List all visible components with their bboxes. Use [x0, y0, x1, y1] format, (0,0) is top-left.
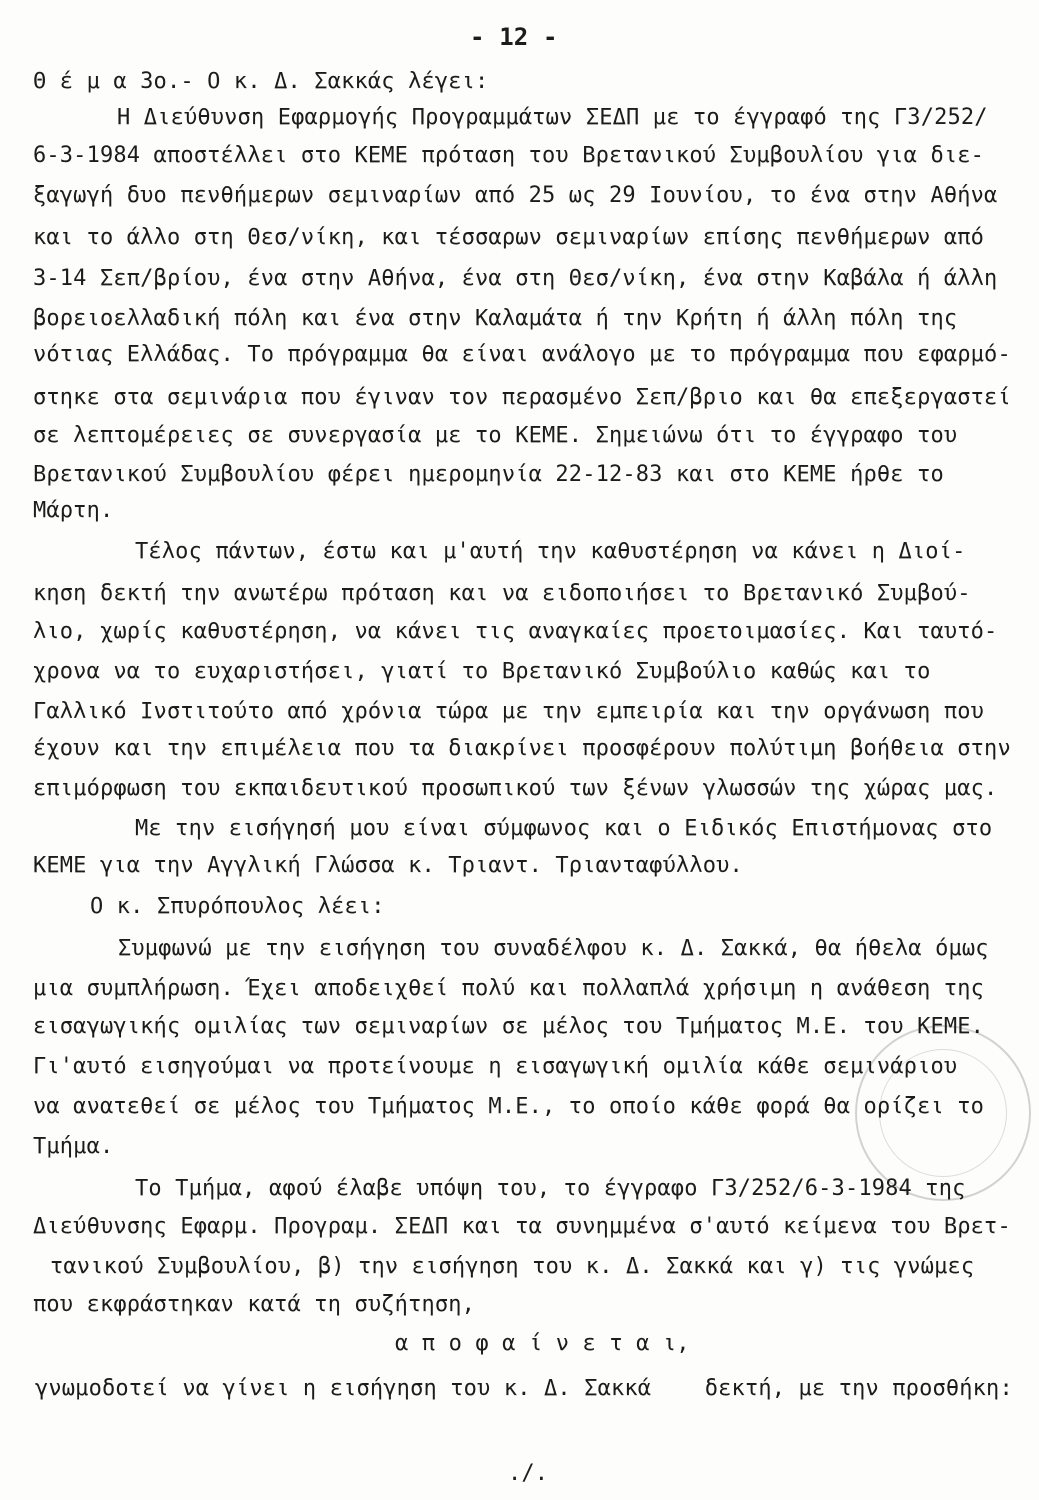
text-line: Τμήμα.	[33, 1134, 114, 1159]
text-line: να ανατεθεί σε μέλος του Τμήματος Μ.Ε., το οποίο κάθε φορά θα ορίζει το	[33, 1094, 985, 1119]
text-line: τανικού Συμβουλίου, β) την εισήγηση του κ. Δ. Σακκά και γ) τις γνώμες	[50, 1254, 975, 1279]
text-line: που εκφράστηκαν κατά τη συζήτηση,	[33, 1292, 476, 1317]
text-line: Διεύθυνσης Εφαρμ. Προγραμ. ΣΕΔΠ και τα συνημμένα σ'αυτό κείμενα του Βρετ-	[33, 1214, 1011, 1239]
text-line: στηκε στα σεμινάρια που έγιναν τον περασμένο Σεπ/βριο και θα επεξεργαστεί	[33, 385, 1011, 410]
text-line: Το Τμήμα, αφού έλαβε υπόψη του, το έγγραφο Γ3/252/6-3-1984 της	[135, 1176, 966, 1201]
text-line: Με την εισήγησή μου είναι σύμφωνος και ο Ειδικός Επιστήμονας στο	[135, 816, 993, 841]
speaker-intro: Ο κ. Σπυρόπουλος λέει:	[90, 894, 385, 919]
text-line: μια συμπλήρωση. Έχει αποδειχθεί πολύ και πολλαπλά χρήσιμη η ανάθεση της	[33, 976, 985, 1001]
text-line: Γαλλικό Ινστιτούτο από χρόνια τώρα με την εμπειρία και την οργάνωση που	[33, 699, 985, 724]
text-line: Η Διεύθυνση Εφαρμογής Προγραμμάτων ΣΕΔΠ με το έγγραφό της Γ3/252/	[117, 105, 988, 130]
text-line: Γι'αυτό εισηγούμαι να προτείνουμε η εισαγωγική ομιλία κάθε σεμινάριου	[33, 1054, 958, 1079]
text-line: έχουν και την επιμέλεια που τα διακρίνει προσφέρουν πολύτιμη βοήθεια στην	[33, 736, 1011, 761]
decision-verb: α π ο φ α ί ν ε τ α ι,	[395, 1331, 690, 1356]
text-line: βορειοελλαδική πόλη και ένα στην Καλαμάτα ή την Κρήτη ή άλλη πόλη της	[33, 306, 958, 331]
text-line: ξαγωγή δυο πενθήμερων σεμιναρίων από 25 ως 29 Ιουνίου, το ένα στην Αθήνα	[33, 183, 998, 208]
text-line: και το άλλο στη Θεσ/νίκη, και τέσσαρων σεμιναρίων επίσης πενθήμερων από	[33, 225, 985, 250]
decision-text: γνωμοδοτεί να γίνει η εισήγηση του κ. Δ. Σακκά δεκτή, με την προσθήκη:	[35, 1376, 1013, 1401]
continuation-mark: ./.	[508, 1461, 549, 1486]
text-line: Μάρτη.	[33, 498, 114, 523]
text-line: επιμόρφωση του εκπαιδευτικού προσωπικού των ξένων γλωσσών της χώρας μας.	[33, 776, 998, 801]
text-line: 6-3-1984 αποστέλλει στο ΚΕΜΕ πρόταση του Βρετανικού Συμβουλίου για διε-	[33, 143, 985, 168]
text-line: ΚΕΜΕ για την Αγγλική Γλώσσα κ. Τριαντ. Τριανταφύλλου.	[33, 853, 743, 878]
text-line: νότιας Ελλάδας. Το πρόγραμμα θα είναι ανάλογο με το πρόγραμμα που εφαρμό-	[33, 342, 1011, 367]
text-line: εισαγωγικής ομιλίας των σεμιναρίων σε μέλος του Τμήματος Μ.Ε. του ΚΕΜΕ.	[33, 1014, 985, 1039]
text-line: χρονα να το ευχαριστήσει, γιατί το Βρετανικό Συμβούλιο καθώς και το	[33, 659, 931, 684]
text-line: 3-14 Σεπ/βρίου, ένα στην Αθήνα, ένα στη Θεσ/νίκη, ένα στην Καβάλα ή άλλη	[33, 266, 998, 291]
text-line: Βρετανικού Συμβουλίου φέρει ημερομηνία 22-12-83 και στο ΚΕΜΕ ήρθε το	[33, 462, 944, 487]
text-line: κηση δεκτή την ανωτέρω πρόταση και να ειδοποιήσει το Βρετανικό Συμβού-	[33, 581, 971, 606]
text-line: λιο, χωρίς καθυστέρηση, να κάνει τις αναγκαίες προετοιμασίες. Και ταυτό-	[33, 619, 998, 644]
text-line: σε λεπτομέρειες σε συνεργασία με το ΚΕΜΕ. Σημειώνω ότι το έγγραφο του	[33, 423, 958, 448]
text-line: Τέλος πάντων, έστω και μ'αυτή την καθυστέρηση να κάνει η Διοί-	[135, 539, 966, 564]
section-heading: Θ έ μ α 3ο.- Ο κ. Δ. Σακκάς λέγει:	[33, 69, 489, 94]
page-number: - 12 -	[470, 23, 558, 51]
text-line: Συμφωνώ με την εισήγηση του συναδέλφου κ. Δ. Σακκά, θα ήθελα όμως	[118, 936, 989, 961]
